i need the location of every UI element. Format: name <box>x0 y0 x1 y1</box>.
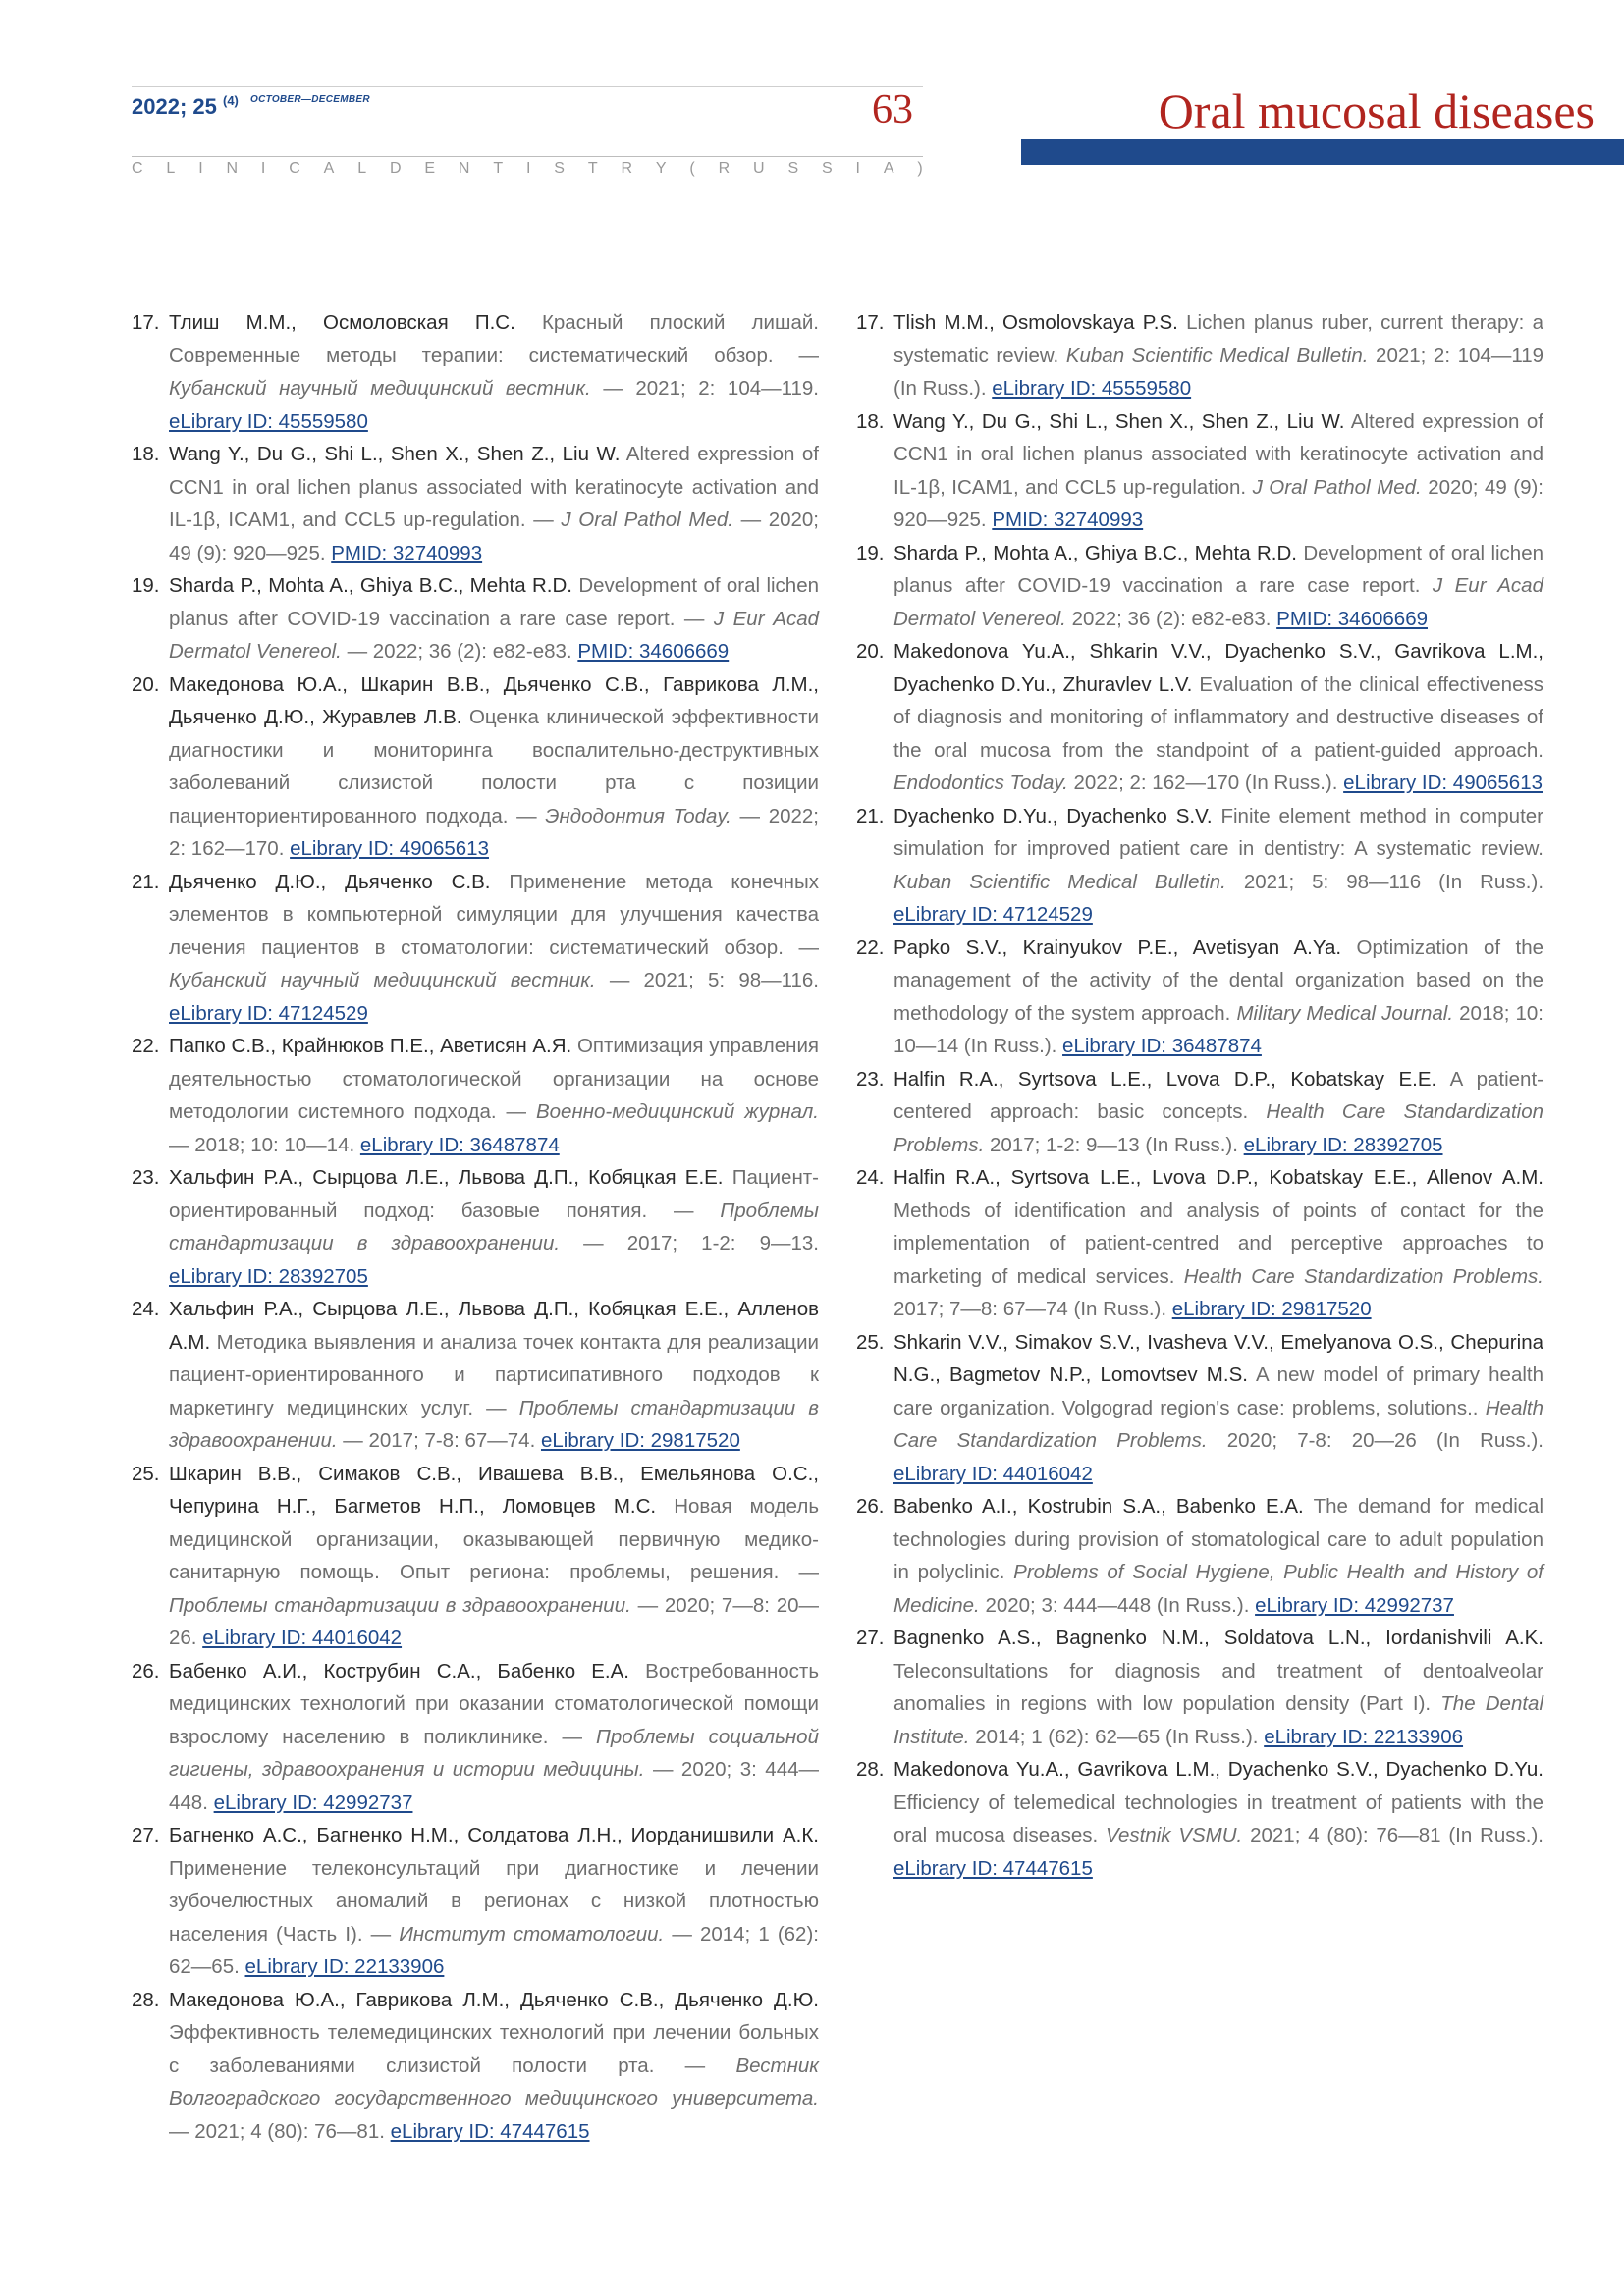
reference-item <box>132 438 819 569</box>
reference-details: — 2021; 5: 98—116. <box>609 969 819 991</box>
reference-item <box>132 1984 819 2149</box>
reference-source: Вестник Волгоградского государственного медицинского университета. <box>169 2054 819 2109</box>
reference-number: 21. <box>856 804 885 828</box>
reference-authors: Македонова Ю.А., Гаврикова Л.М., Дьяченко С.В., Дьяченко Д.Ю. <box>169 1988 819 2011</box>
issue-number: 2022; 25 <box>132 94 217 119</box>
reference-link[interactable]: eLibrary ID: 22133906 <box>1264 1725 1464 1748</box>
reference-source: Health Care Standardization Problems. <box>1183 1264 1543 1288</box>
reference-title: Efficiency of telemedical technologies in treatment of patients with the oral mucosa diseases. <box>893 1790 1543 1846</box>
reference-item <box>132 1030 819 1161</box>
reference-title: Красный плоский лишай. Современные методы терапии: систематический обзор. — <box>169 311 819 367</box>
reference-item <box>856 800 1543 932</box>
reference-link[interactable]: PMID: 32740993 <box>331 541 483 564</box>
reference-title: A patient-centered approach: basic concepts. <box>893 1067 1543 1123</box>
journal-name-letter: ( <box>689 160 695 177</box>
journal-name-letter: C <box>132 160 143 177</box>
reference-details: 2022; 2: 162—170 (In Russ.). <box>1073 772 1338 794</box>
reference-link[interactable]: eLibrary ID: 28392705 <box>1243 1133 1443 1156</box>
reference-item <box>856 1622 1543 1753</box>
reference-source: J Oral Pathol Med. <box>1252 475 1422 499</box>
reference-item <box>856 1490 1543 1622</box>
reference-details: — 2017; 7-8: 67—74. <box>343 1429 536 1452</box>
reference-details: — 2021; 2: 104—119. <box>603 377 819 400</box>
reference-number: 18. <box>856 409 885 433</box>
reference-authors: Makedonova Yu.A., Gavrikova L.M., Dyachenko S.V., Dyachenko D.Yu. <box>893 1758 1543 1781</box>
reference-authors: Wang Y., Du G., Shi L., Shen X., Shen Z., Liu W. <box>169 443 621 465</box>
reference-source: Problems of Social Hygiene, Public Health and History of Medicine. <box>893 1561 1543 1617</box>
references-russian-column <box>132 306 819 2148</box>
references-english-column <box>856 306 1543 1885</box>
reference-link[interactable]: eLibrary ID: 29817520 <box>1171 1298 1372 1320</box>
reference-source: Проблемы стандартизации в здравоохранении. <box>169 1199 819 1255</box>
reference-title: Altered expression of CCN1 in oral lichen planus associated with keratinocyte activation and IL-1β, ICAM1, and CCL5 up-regulation. — <box>169 443 819 531</box>
reference-source: Кубанский научный медицинский вестник. <box>169 377 591 400</box>
reference-link[interactable]: eLibrary ID: 49065613 <box>1343 772 1543 794</box>
reference-title: Teleconsultations for diagnosis and treatment of dentoalveolar anomalies in regions with low population density (Part I). <box>893 1659 1543 1715</box>
reference-title: Оптимизация управления деятельностью стоматологической организации на основе методологии системного подхода. — <box>169 1035 820 1123</box>
reference-item <box>856 932 1543 1063</box>
reference-item <box>132 1655 819 1820</box>
reference-source: Институт стоматологии. <box>399 1922 665 1946</box>
reference-number: 23. <box>856 1067 885 1091</box>
reference-authors: Bagnenko A.S., Bagnenko N.M., Soldatova L.N., Iordanishvili A.K. <box>893 1627 1543 1649</box>
reference-source: Проблемы стандартизации в здравоохранении. <box>169 1593 631 1617</box>
reference-details: 2021; 5: 98—116 (In Russ.). <box>1243 870 1544 893</box>
reference-number: 25. <box>132 1462 160 1485</box>
reference-item <box>132 1161 819 1293</box>
reference-link[interactable]: eLibrary ID: 45559580 <box>992 377 1192 400</box>
reference-authors: Dyachenko D.Yu., Dyachenko S.V. <box>893 804 1213 828</box>
reference-authors: Tlish M.M., Osmolovskaya P.S. <box>893 311 1178 334</box>
section-title: Oral mucosal diseases <box>1158 83 1595 138</box>
reference-title: Востребованность медицинских технологий при оказании стоматологической помощи взрослому населению в поликлинике. — <box>169 1659 819 1748</box>
reference-authors: Babenko A.I., Kostrubin S.A., Babenko E.A. <box>893 1495 1304 1518</box>
reference-number: 20. <box>856 640 885 663</box>
issue-info <box>132 94 370 120</box>
reference-link[interactable]: eLibrary ID: 47124529 <box>893 903 1093 926</box>
journal-name-letter: R <box>621 160 633 177</box>
reference-title: The demand for medical technologies during provision of stomatological care to adult population in polyclinic. <box>893 1495 1544 1583</box>
reference-details: 2018; 10: 10—14 (In Russ.). <box>893 1001 1544 1057</box>
reference-number: 24. <box>856 1166 885 1189</box>
reference-number: 26. <box>856 1495 885 1518</box>
reference-authors: Тлиш М.М., Осмоловская П.С. <box>169 311 515 334</box>
journal-name-letter: S <box>787 160 799 177</box>
journal-name-letter: ) <box>917 160 923 177</box>
reference-number: 28. <box>856 1758 885 1781</box>
reference-link[interactable]: eLibrary ID: 36487874 <box>1062 1035 1262 1057</box>
reference-details: — 2020; 49 (9): 920—925. <box>169 508 820 564</box>
reference-details: — 2014; 1 (62): 62—65. <box>169 1922 819 1978</box>
reference-link[interactable]: eLibrary ID: 28392705 <box>169 1264 368 1288</box>
journal-name-letter: I <box>260 160 266 177</box>
reference-source: The Dental Institute. <box>893 1692 1543 1748</box>
page-number: 63 <box>872 87 913 133</box>
reference-source: Endodontics Today. <box>893 772 1068 794</box>
reference-link[interactable]: PMID: 34606669 <box>577 640 730 663</box>
reference-details: 2020; 49 (9): 920—925. <box>893 475 1544 531</box>
reference-source: Кубанский научный медицинский вестник. <box>169 969 596 991</box>
reference-source: Kuban Scientific Medical Bulletin. <box>1065 344 1369 367</box>
journal-name-letter: A <box>883 160 894 177</box>
header-rule <box>132 156 923 157</box>
journal-name-letter: I <box>855 160 860 177</box>
reference-number: 20. <box>132 672 160 696</box>
reference-number: 18. <box>132 443 160 465</box>
reference-item <box>856 537 1543 636</box>
reference-source: J Eur Acad Dermatol Venereol. <box>893 574 1543 630</box>
reference-link[interactable]: eLibrary ID: 47447615 <box>893 1856 1093 1880</box>
section-accent-bar <box>1021 139 1624 165</box>
reference-source: J Eur Acad Dermatol Venereol. <box>169 607 819 663</box>
reference-authors: Makedonova Yu.A., Shkarin V.V., Dyachenko S.V., Gavrikova L.M., Dyachenko D.Yu., Zhuravlev L.V. <box>893 640 1543 696</box>
journal-name-letter: U <box>753 160 765 177</box>
reference-link[interactable]: eLibrary ID: 29817520 <box>540 1429 740 1452</box>
reference-number: 19. <box>132 574 160 597</box>
reference-item <box>856 306 1543 405</box>
reference-number: 26. <box>132 1659 160 1682</box>
reference-item <box>856 1063 1543 1162</box>
reference-source: Kuban Scientific Medical Bulletin. <box>893 870 1226 893</box>
reference-link[interactable]: eLibrary ID: 47124529 <box>169 1001 368 1025</box>
reference-authors: Хальфин Р.А., Сырцова Л.Е., Львова Д.П., Кобяцкая Е.Е. <box>169 1166 724 1189</box>
reference-link[interactable]: eLibrary ID: 47447615 <box>390 2119 590 2143</box>
reference-number: 17. <box>856 311 885 334</box>
reference-item <box>856 1326 1543 1491</box>
reference-source: Проблемы стандартизации в здравоохранении. <box>169 1396 819 1452</box>
reference-authors: Македонова Ю.А., Шкарин В.В., Дьяченко С.В., Гаврикова Л.М., Дьяченко Д.Ю., Журавлев Л.В. <box>169 672 819 728</box>
journal-name-letter: D <box>389 160 402 177</box>
reference-authors: Shkarin V.V., Simakov S.V., Ivasheva V.V., Emelyanova O.S., Chepurina N.G., Bagmetov N.P., Lomovtsev M.S. <box>893 1330 1543 1386</box>
reference-title: Применение метода конечных элементов в компьютерной симуляции для улучшения качества лечения пациентов в стоматологии: систематический обзор. — <box>169 870 819 959</box>
reference-title: Новая модель медицинской организации, оказывающей первичную медико-санитарную помощь. Опыт региона: проблемы, решения. — <box>169 1495 820 1583</box>
reference-link[interactable]: eLibrary ID: 42992737 <box>213 1790 413 1814</box>
reference-title: Optimization of the management of the activity of the dental organization based on the methodology of the system approach. <box>893 935 1544 1025</box>
reference-authors: Papko S.V., Krainyukov P.E., Avetisyan A.Ya. <box>893 935 1342 959</box>
issue-period: OCTOBER—DECEMBER <box>250 94 370 105</box>
reference-title: Lichen planus ruber, current therapy: a systematic review. <box>893 311 1543 367</box>
reference-link[interactable]: eLibrary ID: 45559580 <box>169 409 368 433</box>
reference-number: 27. <box>856 1627 885 1649</box>
reference-title: Development of oral lichen planus after COVID-19 vaccination a rare case report. — <box>169 574 820 630</box>
reference-item <box>856 405 1543 537</box>
reference-link[interactable]: PMID: 32740993 <box>992 508 1144 531</box>
journal-name-letter: Y <box>655 160 667 177</box>
reference-authors: Шкарин В.В., Симаков С.В., Ивашева В.В., Емельянова О.С., Чепурина Н.Г., Багметов Н.П., Ломовцев М.С. <box>169 1462 819 1518</box>
reference-item <box>132 1458 819 1655</box>
reference-source: Проблемы социальной гигиены, здравоохранения и истории медицины. <box>169 1725 819 1781</box>
reference-source: Health Care Standardization Problems. <box>893 1100 1543 1156</box>
reference-source: Vestnik VSMU. <box>1106 1824 1243 1846</box>
reference-link[interactable]: eLibrary ID: 44016042 <box>893 1462 1093 1485</box>
reference-title: Development of oral lichen planus after COVID-19 vaccination a rare case report. <box>893 541 1544 597</box>
reference-item <box>132 569 819 668</box>
journal-name-letter: L <box>357 160 367 177</box>
reference-item <box>856 1161 1543 1326</box>
journal-name-letter: I <box>198 160 203 177</box>
reference-item <box>132 1819 819 1984</box>
reference-link[interactable]: eLibrary ID: 49065613 <box>290 837 489 860</box>
reference-item <box>132 866 819 1031</box>
reference-details: 2014; 1 (62): 62—65 (In Russ.). <box>975 1725 1259 1748</box>
reference-details: 2020; 3: 444—448 (In Russ.). <box>985 1593 1250 1617</box>
reference-authors: Sharda P., Mohta A., Ghiya B.C., Mehta R.D. <box>169 574 572 597</box>
reference-link[interactable]: eLibrary ID: 44016042 <box>202 1627 403 1649</box>
reference-details: — 2020; 7—8: 20—26. <box>169 1593 819 1649</box>
journal-name-letter: S <box>821 160 833 177</box>
journal-name-letter: N <box>226 160 239 177</box>
reference-details: — 2021; 4 (80): 76—81. <box>169 2119 385 2143</box>
journal-name-letter: E <box>424 160 436 177</box>
reference-title: Methods of identification and analysis of points of contact for the implementation of patient-centred and perceptive approaches to marketing of medical services. <box>893 1199 1543 1288</box>
reference-details: 2021; 2: 104—119 (In Russ.). <box>893 344 1543 400</box>
reference-details: — 2018; 10: 10—14. <box>169 1133 355 1156</box>
reference-authors: Sharda P., Mohta A., Ghiya B.C., Mehta R.D. <box>893 541 1297 564</box>
reference-details: — 2022; 36 (2): e82-e83. <box>347 640 572 663</box>
reference-number: 17. <box>132 311 160 334</box>
reference-authors: Папко С.В., Крайнюков П.Е., Аветисян А.Я. <box>169 1035 572 1057</box>
reference-item <box>856 635 1543 800</box>
reference-authors: Багненко А.С., Багненко Н.М., Солдатова Л.Н., Иорданишвили А.К. <box>169 1824 819 1846</box>
reference-title: Методика выявления и анализа точек контакта для реализации пациент-ориентированного и партисипативного подходов к маркетингу медицинских услуг. — <box>169 1330 819 1419</box>
reference-authors: Wang Y., Du G., Shi L., Shen X., Shen Z., Liu W. <box>893 409 1345 433</box>
reference-details: 2020; 7-8: 20—26 (In Russ.). <box>1226 1429 1543 1452</box>
journal-name-letter: N <box>458 160 470 177</box>
reference-details: 2017; 1-2: 9—13 (In Russ.). <box>989 1133 1238 1156</box>
reference-source: Military Medical Journal. <box>1236 1001 1454 1025</box>
reference-item <box>132 668 819 866</box>
reference-number: 25. <box>856 1330 885 1354</box>
journal-name-letter: A <box>323 160 335 177</box>
header-top-rule <box>132 86 923 87</box>
reference-number: 22. <box>132 1035 160 1057</box>
reference-number: 28. <box>132 1988 160 2011</box>
journal-name-letter: T <box>493 160 504 177</box>
reference-number: 24. <box>132 1298 160 1320</box>
journal-name-letter: L <box>166 160 176 177</box>
reference-link[interactable]: eLibrary ID: 22133906 <box>244 1955 445 1978</box>
reference-details: — 2022; 2: 162—170. <box>169 804 820 860</box>
reference-authors: Хальфин Р.А., Сырцова Л.Е., Львова Д.П., Кобяцкая Е.Е., Алленов А.М. <box>169 1298 819 1354</box>
reference-title: Применение телеконсультаций при диагностике и лечении зубочелюстных аномалий в регионах с низкой плотностью населения (Часть I). — <box>169 1856 819 1946</box>
journal-name-letter: R <box>718 160 731 177</box>
reference-number: 21. <box>132 870 160 893</box>
reference-link[interactable]: eLibrary ID: 42992737 <box>1255 1593 1454 1617</box>
reference-authors: Дьяченко Д.Ю., Дьяченко С.В. <box>169 870 491 893</box>
reference-number: 19. <box>856 541 885 564</box>
reference-item <box>132 306 819 438</box>
reference-item <box>132 1293 819 1458</box>
reference-details: 2022; 36 (2): e82-e83. <box>1071 607 1272 630</box>
reference-number: 27. <box>132 1824 160 1846</box>
journal-name-letter: C <box>289 160 300 177</box>
reference-details: — 2017; 1-2: 9—13. <box>583 1232 819 1255</box>
reference-title: A new model of primary health care organization. Volgograd region's case: problems, solutions.. <box>893 1363 1543 1419</box>
reference-source: Health Care Standardization Problems. <box>893 1396 1543 1452</box>
reference-details: 2021; 4 (80): 76—81 (In Russ.). <box>1250 1824 1543 1846</box>
issue-sup: (4) <box>222 93 239 108</box>
journal-name <box>132 160 923 178</box>
reference-details: 2017; 7—8: 67—74 (In Russ.). <box>893 1298 1167 1320</box>
reference-details: — 2020; 3: 444—448. <box>169 1758 820 1814</box>
reference-title: Altered expression of CCN1 in oral lichen planus associated with keratinocyte activation and IL-1β, ICAM1, and CCL5 up-regulation. <box>893 409 1543 499</box>
reference-title: Finite element method in computer simulation for improved patient care in dentistry: A systematic review. <box>893 804 1543 860</box>
reference-source: J Oral Pathol Med. <box>561 508 733 531</box>
reference-link[interactable]: eLibrary ID: 36487874 <box>359 1133 560 1156</box>
reference-title: Оценка клинической эффективности диагностики и мониторинга воспалительно-деструктивных заболеваний слизистой полости рта с позиции пациенториентированного подхода. — <box>169 706 819 828</box>
reference-authors: Halfin R.A., Syrtsova L.E., Lvova D.P., Kobatskay E.E., Allenov A.M. <box>893 1166 1543 1189</box>
reference-source: Эндодонтия Today. <box>545 804 731 828</box>
reference-number: 22. <box>856 935 885 959</box>
journal-name-letter: I <box>525 160 531 177</box>
journal-name-letter: T <box>587 160 598 177</box>
reference-number: 23. <box>132 1166 160 1189</box>
reference-title: Пациент-ориентированный подход: базовые понятия. — <box>169 1166 819 1222</box>
reference-title: Эффективность телемедицинских технологий при лечении больных с заболеваниями слизистой полости рта. — <box>169 2021 819 2077</box>
reference-link[interactable]: PMID: 34606669 <box>1276 607 1428 630</box>
reference-title: Evaluation of the clinical effectiveness of diagnosis and monitoring of inflammatory and destructive diseases of the oral mucosa from the standpoint of a patient-guided approach. <box>893 672 1543 762</box>
journal-name-letter: S <box>554 160 565 177</box>
reference-authors: Бабенко А.И., Кострубин С.А., Бабенко Е.А. <box>169 1659 629 1682</box>
reference-source: Военно-медицинский журнал. <box>535 1100 819 1123</box>
reference-item <box>856 1753 1543 1885</box>
reference-authors: Halfin R.A., Syrtsova L.E., Lvova D.P., Kobatskay E.E. <box>893 1067 1437 1091</box>
